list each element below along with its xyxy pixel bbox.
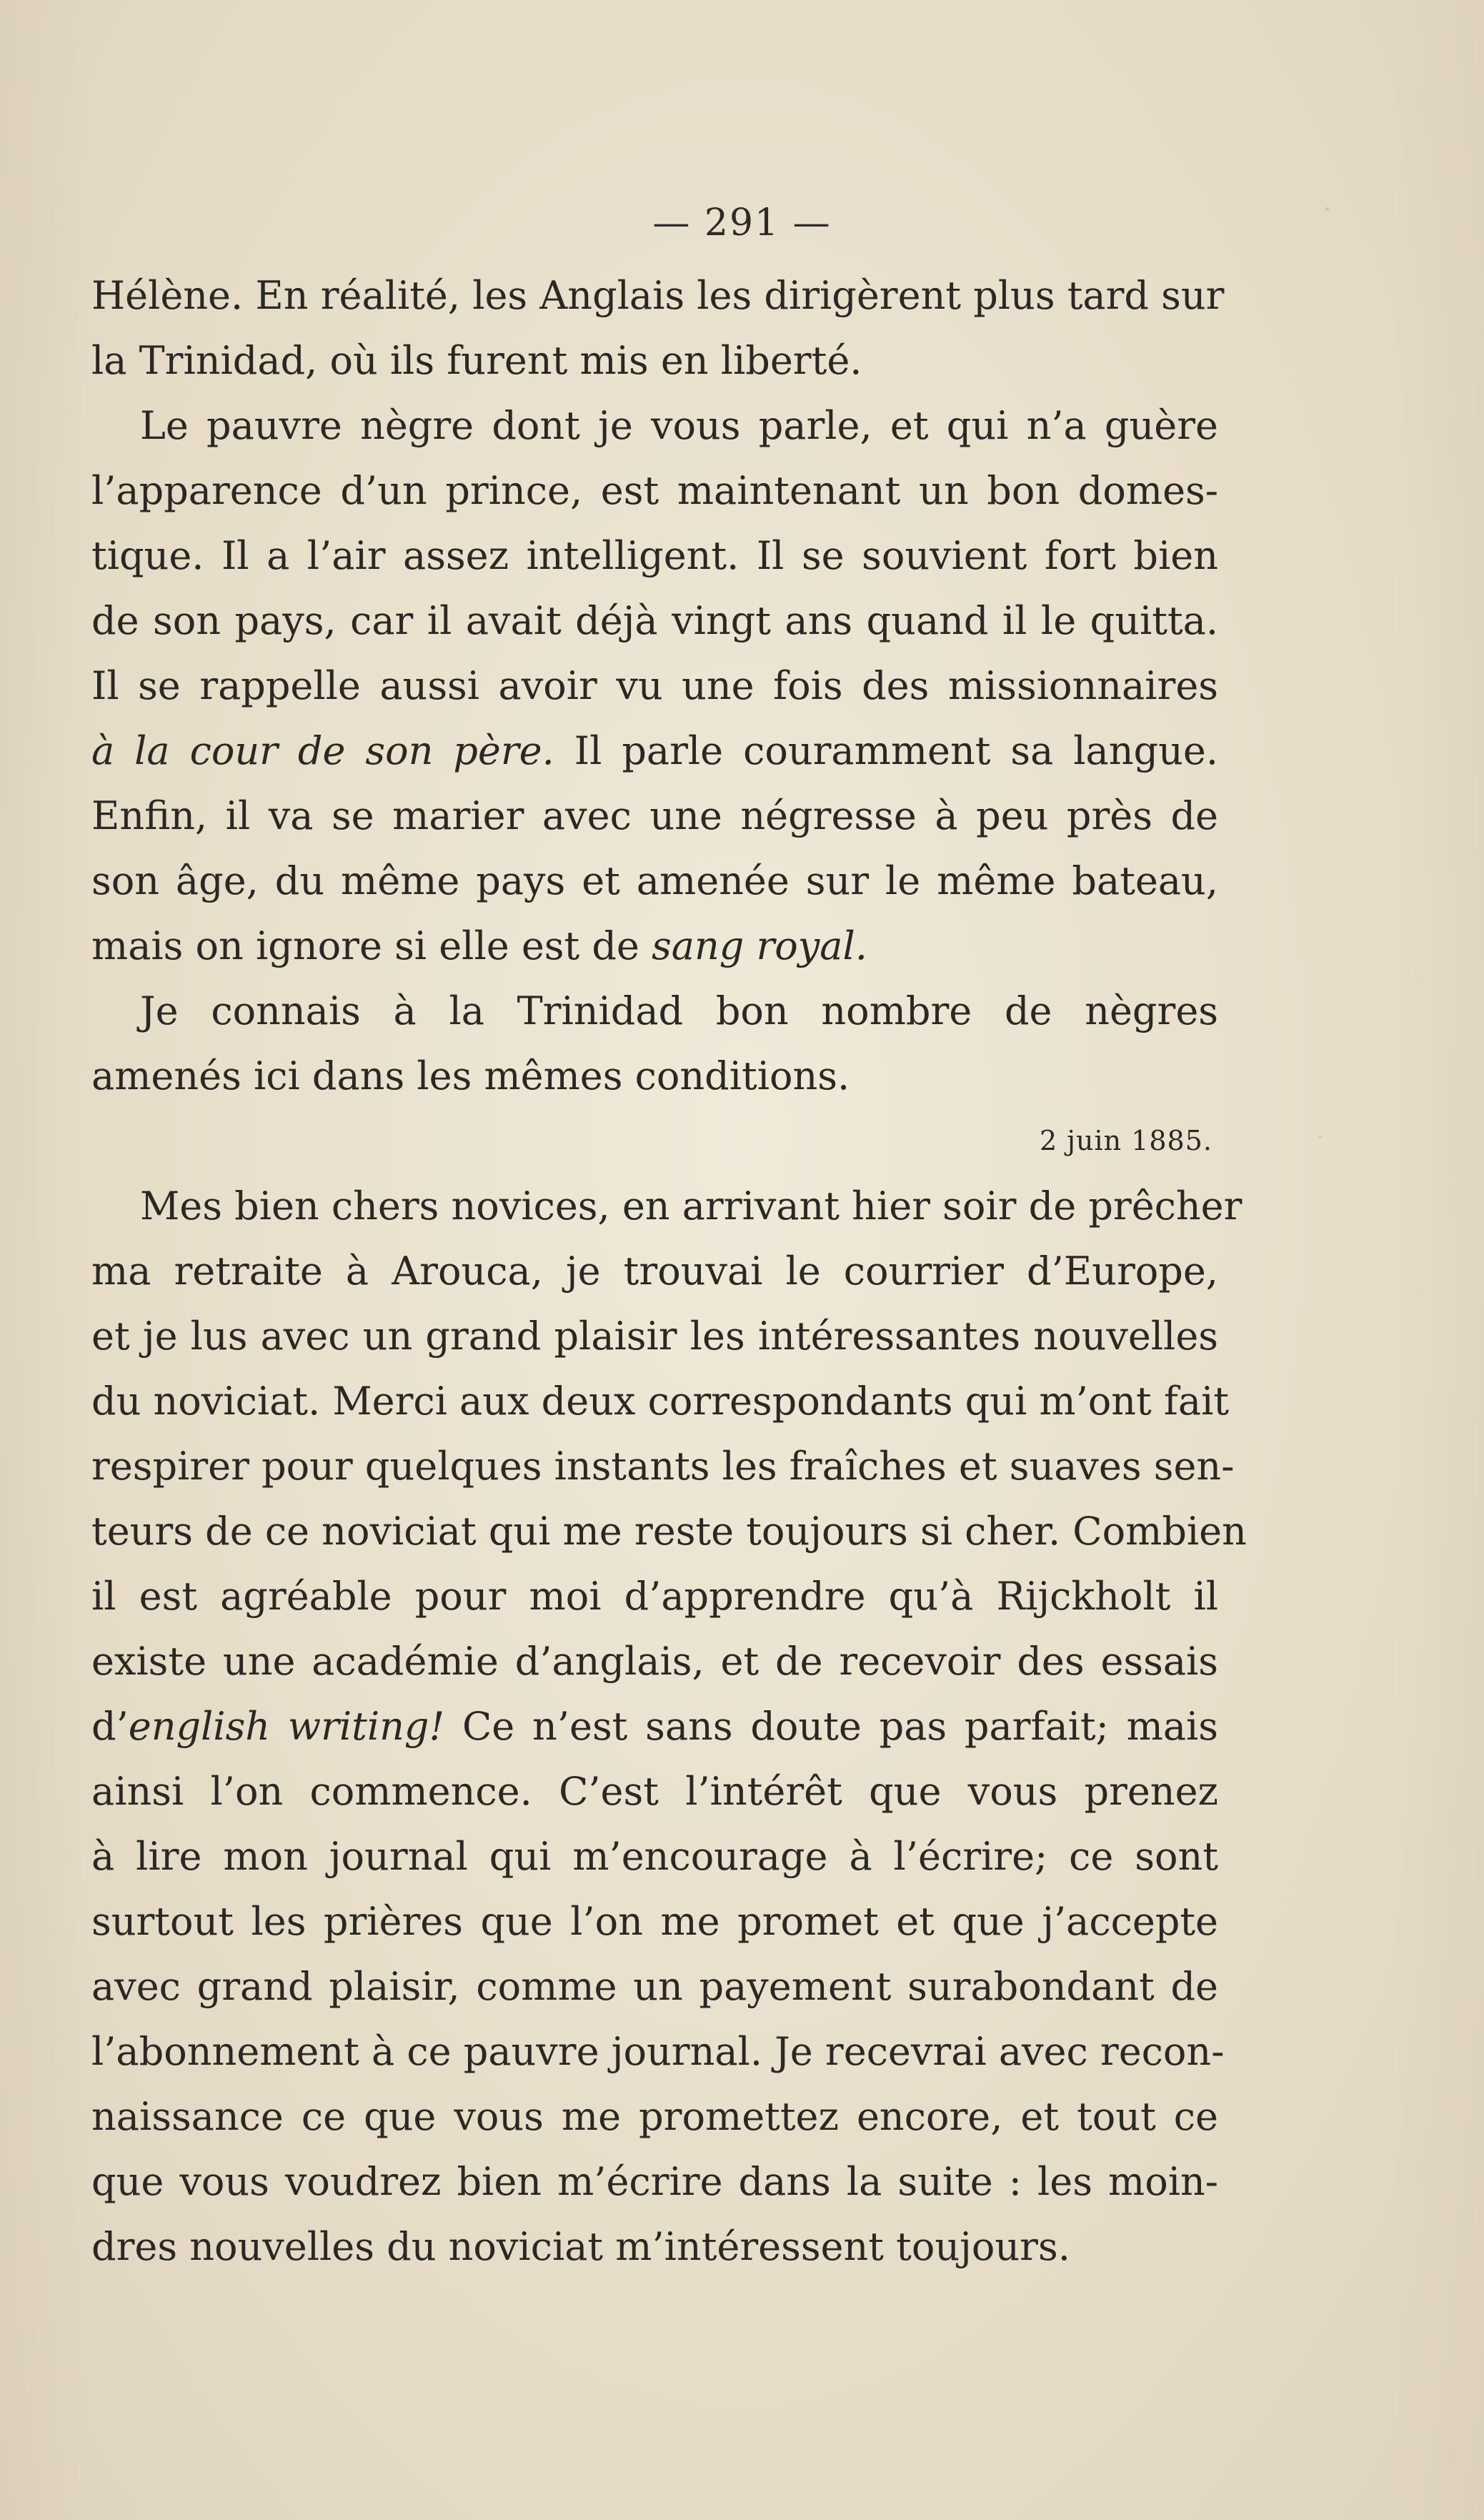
italic-text: english writing! [128,1704,445,1749]
line-text: teurs de ce noviciat qui me reste toujours si cher. Combien [91,1509,1247,1554]
line-text: amenés ici dans les mêmes conditions. [91,1053,850,1098]
paragraph-group-2 [91,1174,1247,2279]
body-text [91,263,1247,2279]
text-line [91,2214,1218,2279]
line-text: tique. Il a l’air assez intelligent. Il se souvient fort bien [91,533,1218,578]
text-line [91,1954,1218,2019]
line-text: Mes bien chers novices, en arrivant hier soir de prêcher [140,1184,1243,1229]
line-text: Ce n’est sans doute pas parfait; mais [444,1704,1218,1749]
line-text: Le pauvre nègre dont je vous parle, et qui n’a guère [140,403,1218,448]
line-text: Je connais à la Trinidad bon nombre de nègres [140,988,1218,1033]
line-text: l’apparence d’un prince, est maintenant un bon domes- [91,468,1218,513]
line-text: surtout les prières que l’on me promet et que j’accepte [91,1899,1218,1944]
text-line [91,653,1218,718]
text-line [91,458,1218,523]
line-text: ainsi l’on commence. C’est l’intérêt que vous prenez [91,1769,1218,1814]
line-text: ma retraite à Arouca, je trouvai le courrier d’Europe, [91,1249,1218,1294]
paragraph-group-1 [91,263,1225,1108]
line-text: à lire mon journal qui m’encourage à l’écrire; ce sont [91,1834,1218,1879]
line-text: son âge, du même pays et amenée sur le même bateau, [91,858,1218,903]
text-line [91,1694,1218,1759]
text-line [91,1304,1218,1369]
line-text: il est agréable pour moi d’apprendre qu’à Rijckholt il [91,1574,1218,1619]
text-line [91,2084,1218,2149]
line-text: du noviciat. Merci aux deux correspondants qui m’ont fait [91,1379,1230,1424]
text-line [91,2019,1225,2084]
text-line [91,1889,1218,1954]
text-line [91,523,1218,588]
line-text: Il se rappelle aussi avoir vu une fois des missionnaires [91,663,1218,708]
page-number: — 291 — [652,202,832,244]
text-line [91,718,1218,783]
italic-text: à la cour de son père. [91,728,554,773]
text-line [91,848,1218,913]
line-text: existe une académie d’anglais, et de recevoir des essais [91,1639,1218,1684]
line-text: la Trinidad, où ils furent mis en liberté. [91,338,862,383]
text-line [91,978,1218,1043]
line-text: avec grand plaisir, comme un payement surabondant de [91,1964,1218,2009]
line-text: et je lus avec un grand plaisir les intéressantes nouvelles [91,1314,1218,1359]
text-line [91,1564,1218,1629]
text-line [91,913,1218,978]
text-line [91,393,1218,458]
text-line [91,1759,1218,1824]
text-line [91,1369,1230,1434]
text-line [91,2149,1218,2214]
text-line [91,1499,1247,1564]
text-line [91,1174,1243,1239]
letter-date: 2 juin 1885. [1039,1125,1212,1156]
line-text: Hélène. En réalité, les Anglais les dirigèrent plus tard sur [91,273,1225,318]
line-text: Il parle couramment sa langue. [554,728,1218,773]
text-line [91,1239,1218,1304]
text-line [91,1824,1218,1889]
text-line [91,783,1218,848]
line-text: mais on ignore si elle est de [91,923,652,968]
line-text: respirer pour quelques instants les fraîches et suaves sen- [91,1444,1235,1489]
line-text: naissance ce que vous me promettez encore, et tout ce [91,2094,1218,2139]
line-text: Enfin, il va se marier avec une négresse à peu près de [91,793,1218,838]
text-line [91,1043,1218,1108]
italic-text: sang royal. [652,923,867,968]
text-line [91,1629,1218,1694]
line-text: que vous voudrez bien m’écrire dans la suite : les moin- [91,2159,1218,2204]
line-text: d’ [91,1704,129,1749]
line-text: l’abonnement à ce pauvre journal. Je recevrai avec recon- [91,2029,1225,2074]
text-line [91,263,1225,328]
line-text: de son pays, car il avait déjà vingt ans quand il le quitta. [91,598,1218,643]
paper-spot [1319,1136,1322,1139]
line-text: dres nouvelles du noviciat m’intéressent toujours. [91,2224,1070,2269]
text-line [91,1434,1235,1499]
text-line [91,588,1218,653]
text-line [91,328,1218,393]
